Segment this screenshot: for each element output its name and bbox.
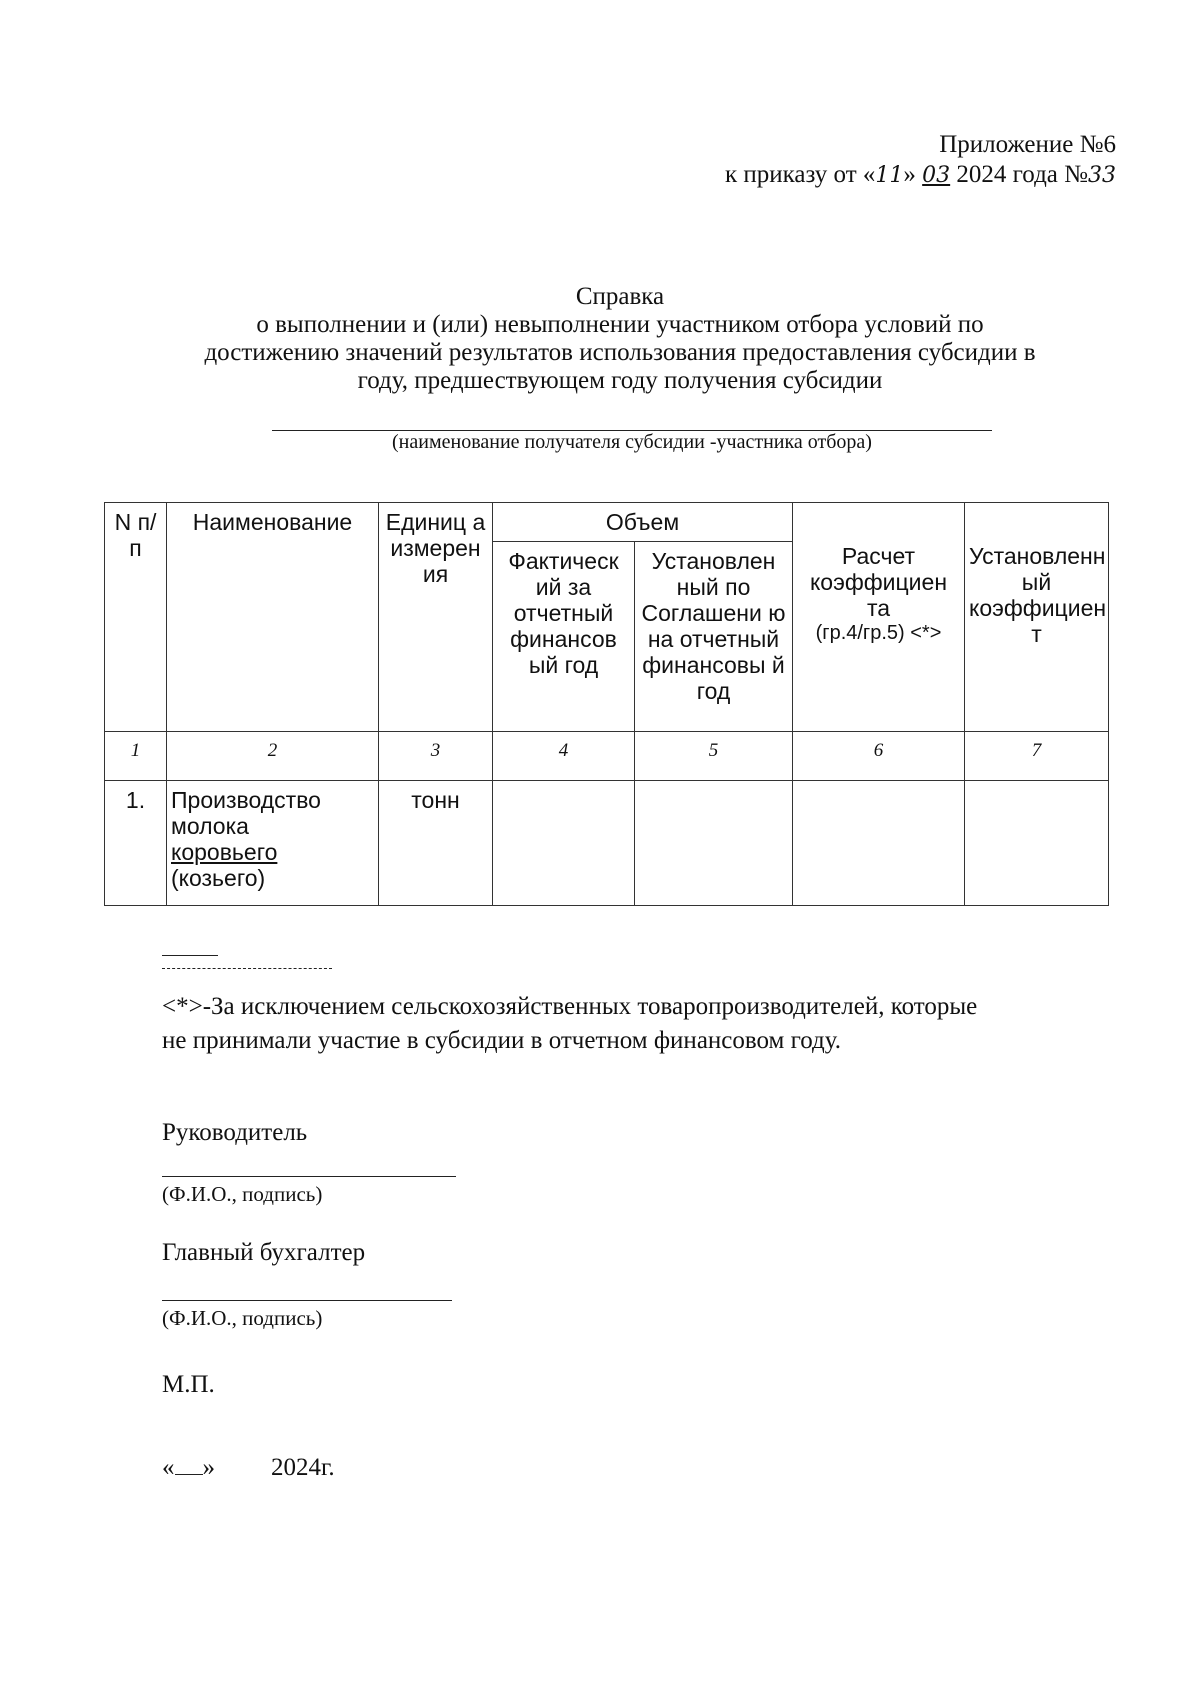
row-planned: [635, 781, 793, 906]
row-established: [965, 781, 1109, 906]
date-field: [162, 1453, 335, 1483]
head-label: Руководитель: [162, 1119, 308, 1146]
row-calc: [793, 781, 965, 906]
appendix-header: [725, 130, 1116, 191]
header-planned: Установлен ный по Соглашени ю на отчетный финансовы й год: [635, 542, 793, 732]
row-name: [167, 781, 379, 906]
column-number: 4: [493, 732, 635, 781]
footnote-line-2: не принимали участие в субсидии в отчетном финансовом году.: [162, 1027, 841, 1054]
date-year: 2024г.: [271, 1454, 335, 1481]
header-volume: Объем: [493, 503, 793, 542]
header-calc-label: Расчет коэффициен та: [809, 543, 948, 621]
header-calc: [793, 503, 965, 732]
document-title: [120, 283, 1120, 395]
header-calc-formula: (гр.4/гр.5) <*>: [815, 622, 942, 644]
row-name-line: (козьего): [171, 865, 266, 891]
row-name-line: молока: [171, 813, 249, 839]
recipient-caption: (наименование получателя субсидии -участника отбора): [392, 431, 872, 453]
row-actual: [493, 781, 635, 906]
order-month: 03: [922, 163, 951, 188]
head-signature-line: [162, 1176, 456, 1177]
title-line-4: году, предшествующем году получения субсидии: [357, 367, 883, 394]
date-open-quote: «: [162, 1454, 175, 1481]
column-number: 6: [793, 732, 965, 781]
column-number: 1: [105, 732, 167, 781]
date-close-quote: »: [202, 1454, 215, 1481]
header-num: N п/п: [105, 503, 167, 732]
results-table: [104, 502, 1109, 906]
title-line-3: достижению значений результатов использования предоставления субсидии в: [204, 339, 1036, 366]
order-day: 11: [875, 163, 904, 188]
footnote-rule: [162, 955, 218, 956]
date-day-blank: [175, 1454, 203, 1475]
order-prefix: к приказу от «: [724, 161, 876, 188]
stamp-place: М.П.: [162, 1371, 215, 1398]
row-name-line: Производство: [171, 787, 321, 813]
footnote-line-1: <*>-За исключением сельскохозяйственных товаропроизводителей, которые: [162, 993, 978, 1020]
order-mid: »: [903, 161, 923, 188]
table-row: [105, 781, 1109, 906]
header-name: Наименование: [167, 503, 379, 732]
header-unit: Единиц а измерен ия: [379, 503, 493, 732]
footnote: [162, 990, 1122, 1058]
row-name-line: коровьего: [171, 839, 278, 865]
order-number: 33: [1088, 163, 1116, 188]
column-number: 7: [965, 732, 1109, 781]
column-number: 3: [379, 732, 493, 781]
order-year: 2024 года №: [950, 161, 1088, 188]
footnote-dashed-rule: [162, 968, 332, 969]
accountant-signature-line: [162, 1300, 452, 1301]
header-established: Установленн ый коэффициен т: [965, 503, 1109, 732]
column-number: 5: [635, 732, 793, 781]
head-signature-caption: (Ф.И.О., подпись): [162, 1182, 323, 1206]
column-number: 2: [167, 732, 379, 781]
appendix-order-line: [725, 160, 1116, 191]
column-number-row: [105, 732, 1109, 781]
accountant-label: Главный бухгалтер: [162, 1239, 366, 1266]
appendix-number: Приложение №6: [939, 131, 1116, 158]
header-actual: Фактическ ий за отчетный финансов ый год: [493, 542, 635, 732]
title-line-2: о выполнении и (или) невыполнении участником отбора условий по: [256, 311, 984, 338]
row-unit: тонн: [379, 781, 493, 906]
table-header-row: [105, 503, 1109, 542]
accountant-signature-caption: (Ф.И.О., подпись): [162, 1306, 323, 1330]
title-heading: Справка: [575, 283, 665, 310]
row-num: 1.: [105, 781, 167, 906]
